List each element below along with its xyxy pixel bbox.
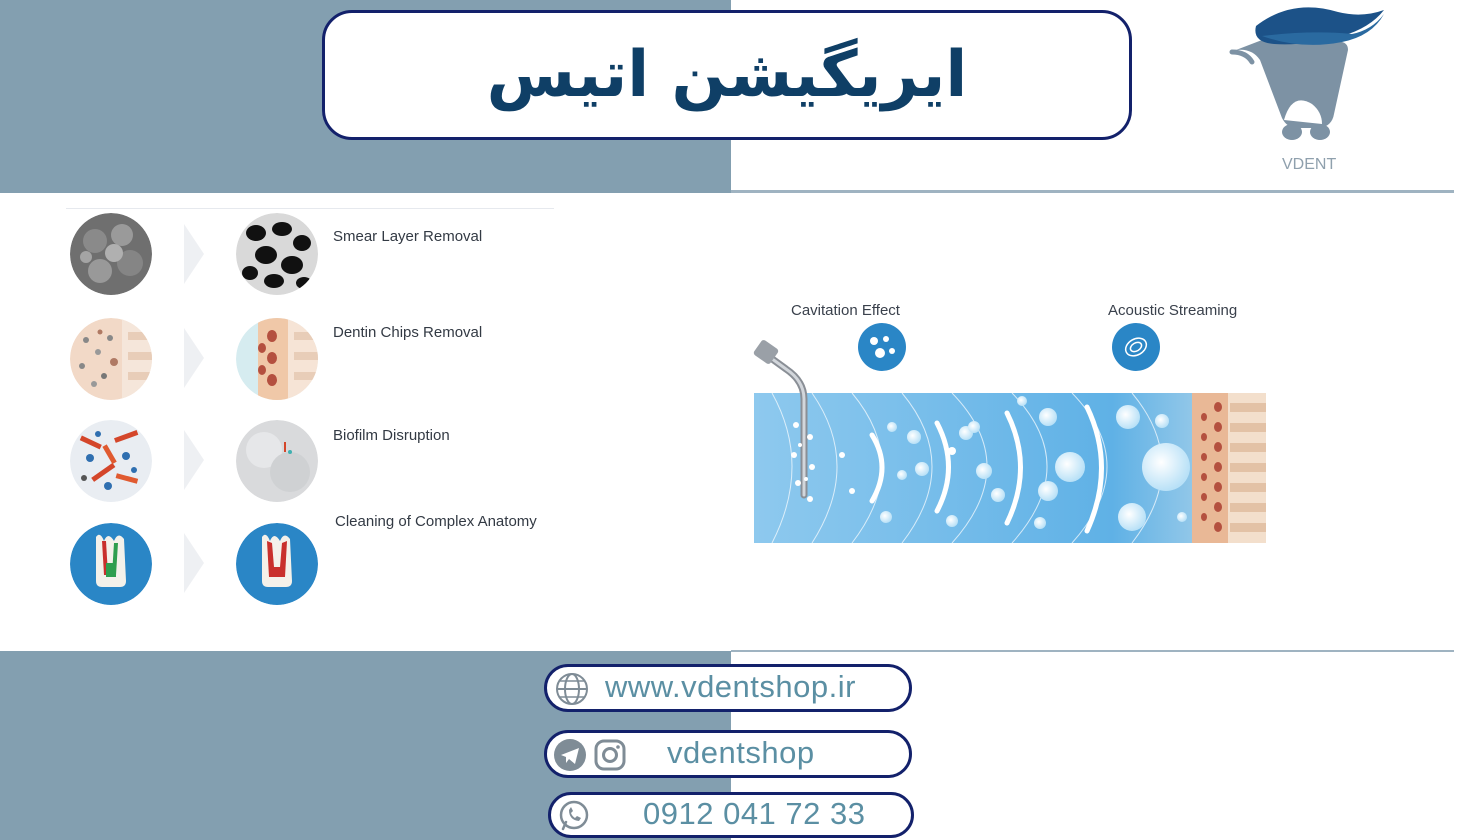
cavitation-icon — [858, 323, 906, 371]
whatsapp-icon — [557, 799, 591, 833]
page-title: ایریگیشن اتیس — [486, 38, 968, 112]
footer-divider — [731, 650, 1454, 652]
anatomy-before-icon — [70, 523, 152, 605]
website-link[interactable] — [544, 664, 912, 712]
benefits-divider — [66, 208, 554, 209]
biofilm-before-icon — [70, 420, 152, 502]
phone-link[interactable] — [548, 792, 914, 838]
benefit-label-biofilm: Biofilm Disruption — [333, 427, 450, 444]
phone-text: 0912 041 72 33 — [643, 796, 866, 831]
globe-icon — [555, 672, 589, 706]
social-link[interactable] — [544, 730, 912, 778]
benefit-label-smear: Smear Layer Removal — [333, 228, 483, 245]
website-text: www.vdentshop.ir — [605, 669, 856, 704]
irrigation-illustration — [752, 295, 1272, 550]
benefits-list — [66, 208, 554, 613]
telegram-icon — [553, 738, 587, 772]
title-box — [322, 10, 1132, 140]
anatomy-after-icon — [236, 523, 318, 605]
arrow-right-icon — [184, 224, 204, 284]
arrow-right-icon — [184, 328, 204, 388]
dentin-after-icon — [236, 318, 318, 400]
logo-text: VDENT — [1282, 156, 1337, 173]
biofilm-after-icon — [236, 420, 318, 502]
smear-after-icon — [236, 213, 318, 295]
instagram-icon — [593, 738, 627, 772]
benefit-label-anatomy: Cleaning of Complex Anatomy — [335, 513, 537, 530]
social-handle-text: vdentshop — [667, 735, 815, 770]
streaming-label: Acoustic Streaming — [1108, 302, 1238, 319]
smear-before-icon — [70, 213, 152, 295]
benefit-label-dentin: Dentin Chips Removal — [333, 324, 483, 341]
irrigation-diagram — [752, 295, 1272, 550]
cavitation-label: Cavitation Effect — [791, 302, 900, 319]
header-divider — [731, 190, 1454, 193]
arrow-right-icon — [184, 430, 204, 490]
streaming-icon — [1112, 323, 1160, 371]
dentin-before-icon — [70, 318, 152, 400]
arrow-right-icon — [184, 533, 204, 593]
